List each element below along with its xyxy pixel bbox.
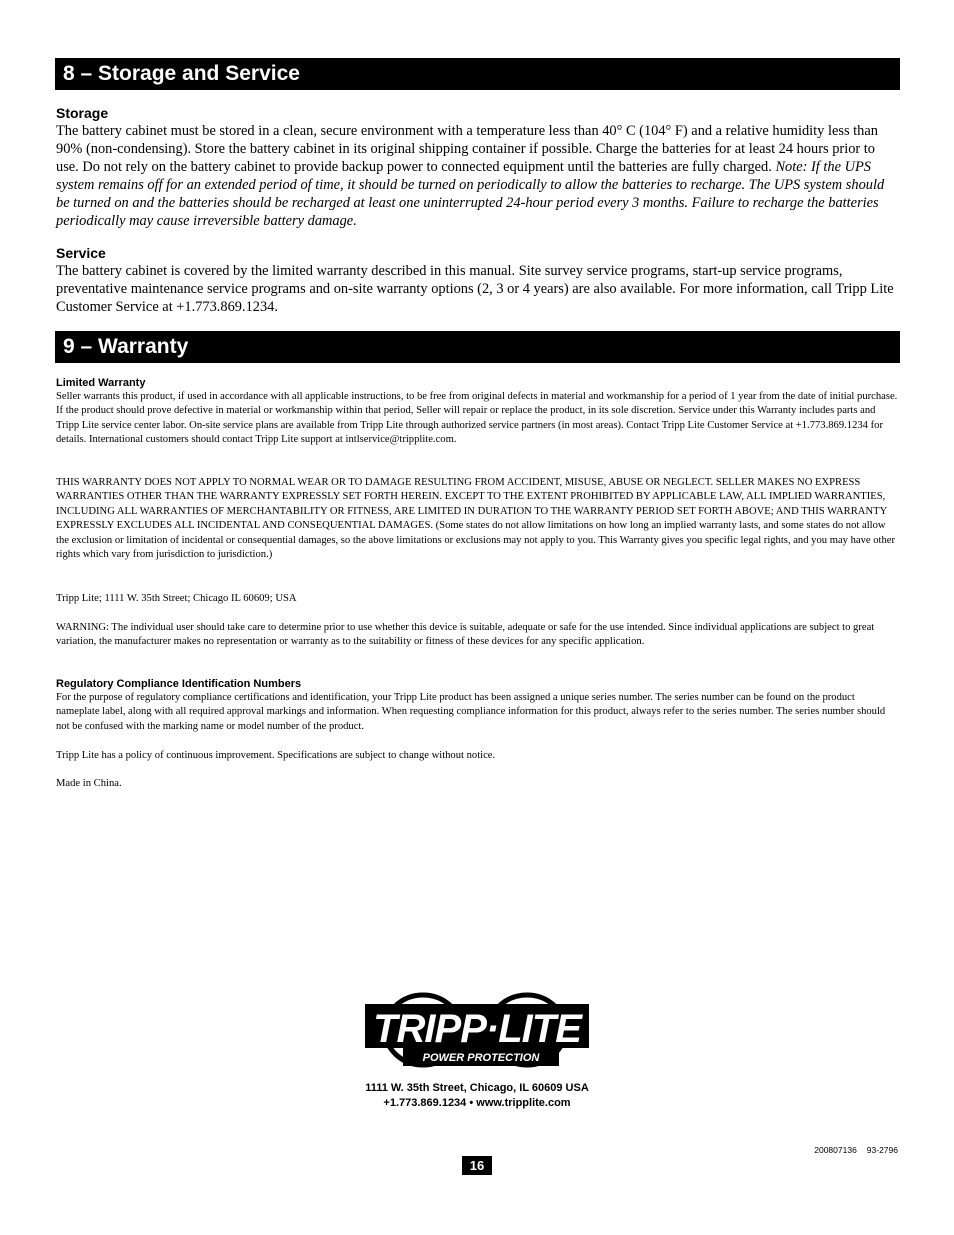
service-heading: Service bbox=[56, 245, 106, 261]
storage-note: Note: If the UPS system remains off for an extended period of time, it should be turned on periodically to allow the batteries to recharge. The UPS system should be turned on and the batteries should be recharged at least one uninterrupted 24-hour period every 3 months. Failure to recharge the batteries periodically may cause irreversible battery damage. bbox=[56, 159, 885, 229]
footer-contact: +1.773.869.1234 • www.tripplite.com bbox=[383, 1097, 571, 1109]
doc-code: 200807136 bbox=[814, 1145, 857, 1155]
regulatory-heading: Regulatory Compliance Identification Numbers bbox=[56, 678, 302, 690]
storage-text: The battery cabinet must be stored in a clean, secure environment with a temperature less than 40° C (104° F) and a relative humidity less than 90% (non-condensing). Store the battery cabinet in its original shipping container if possible. Charge the batteries for at least 24 hours prior to use. Do not rely on the battery cabinet to provide backup power to connected equipment until the batteries are fully charged. bbox=[56, 123, 878, 175]
warranty-warning: WARNING: The individual user should take care to determine prior to use whether this device is suitable, adequate or safe for the use intended. Since individual applications are subject to great variation, the manufacturer makes no representation or warranty as to the suitability or fitness of these devices for any specific application. bbox=[56, 622, 875, 648]
tripp-lite-logo-graphic bbox=[363, 992, 591, 1070]
tripp-lite-logo bbox=[363, 992, 591, 1070]
section-9-title: 9 – Warranty bbox=[63, 335, 189, 358]
warranty-paragraph-2: THIS WARRANTY DOES NOT APPLY TO NORMAL WEAR OR TO DAMAGE RESULTING FROM ACCIDENT, MISUSE, ABUSE OR NEGLECT. SELLER MAKES NO EXPRESS WARRANTIES OTHER THAN THE WARRANTY EXPRESSLY SET FORTH HEREIN. EXCEPT TO THE EXTENT PROHIBITED BY APPLICABLE LAW, ALL IMPLIED WARRANTIES, INCLUDING ALL WARRANTIES OF MERCHANTABILITY OR FITNESS, ARE LIMITED IN DURATION TO THE WARRANTY PERIOD SET FORTH ABOVE; AND THIS WARRANTY EXPRESSLY EXCLUDES ALL INCIDENTAL AND CONSEQUENTIAL DAMAGES. (Some states do not allow limitations on how long an implied warranty lasts, and some states do not allow the exclusion or limitation of incidental or consequential damages, so the above limitations or exclusions may not apply to you. This Warranty gives you specific legal rights, and you may have other rights which vary from jurisdiction to jurisdiction.) bbox=[56, 477, 896, 561]
part-code: 93-2796 bbox=[866, 1145, 898, 1155]
warranty-paragraph-1: Seller warrants this product, if used in accordance with all applicable instructions, to be free from original defects in material and workmanship for a period of 1 year from the date of initial purchase. If the product should prove defective in material or workmanship within that period, Seller will repair or replace the product, in its sole discretion. Service under this Warranty includes parts and Tripp Lite service center labor. On-site service plans are available from Tripp Lite through authorized service partners (in most areas). Contact Tripp Lite Customer Service at +1.773.869.1234 for details. International customers should contact Tripp Lite support at intlservice@tripplite.com. bbox=[56, 391, 898, 446]
page-number: 16 bbox=[462, 1156, 492, 1175]
section-8-title: 8 – Storage and Service bbox=[63, 62, 300, 85]
limited-warranty-heading: Limited Warranty bbox=[56, 377, 146, 389]
logo-wordmark: TRIPP·LITE bbox=[373, 1007, 581, 1051]
service-paragraph: The battery cabinet is covered by the limited warranty described in this manual. Site survey service programs, start-up service programs, preventative maintenance service programs and on-site warranty options (2, 3 or 4 years) are also available. For more information, call Tripp Lite Customer Service at +1.773.869.1234. bbox=[56, 263, 894, 315]
improvement-notice: Tripp Lite has a policy of continuous improvement. Specifications are subject to change without notice. bbox=[56, 750, 496, 761]
regulatory-paragraph: For the purpose of regulatory compliance certifications and identification, your Tripp Lite product has been assigned a unique series number. The series number can be found on the product nameplate label, along with all required approval markings and information. When requesting compliance information for this product, always refer to the series number. The series number should not be confused with the marking name or model number of the product. bbox=[56, 692, 886, 732]
warranty-address: Tripp Lite; 1111 W. 35th Street; Chicago IL 60609; USA bbox=[56, 593, 297, 604]
logo-tagline: POWER PROTECTION bbox=[422, 1052, 540, 1064]
document-codes bbox=[814, 1145, 898, 1156]
footer-address: 1111 W. 35th Street, Chicago, IL 60609 USA bbox=[365, 1082, 589, 1094]
section-8-title-bar bbox=[55, 58, 900, 90]
storage-heading: Storage bbox=[56, 105, 109, 121]
storage-paragraph bbox=[56, 122, 898, 230]
section-9-title-bar bbox=[55, 331, 900, 363]
made-in-notice: Made in China. bbox=[56, 778, 122, 789]
